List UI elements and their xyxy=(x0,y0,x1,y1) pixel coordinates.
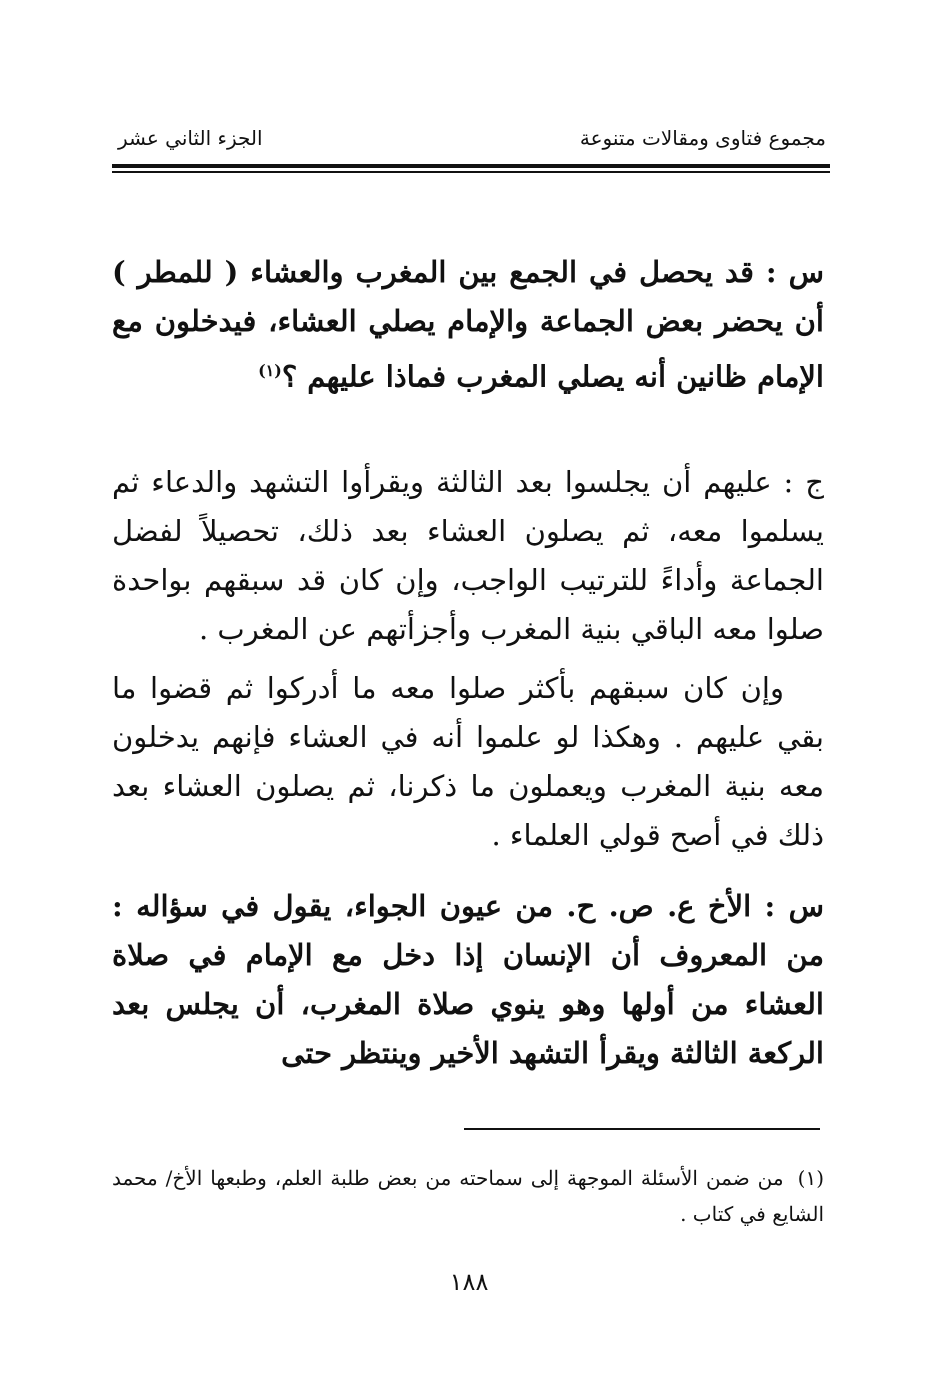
question-1-text: س : قد يحصل في الجمع بين المغرب والعشاء ( للمطر ) أن يحضر بعض الجماعة والإمام يصلي العشاء، فيدخلون مع الإمام ظانين أنه يصلي المغرب فماذا عليهم ؟ xyxy=(112,255,824,394)
book-title: مجموع فتاوى ومقالات متنوعة xyxy=(579,126,826,150)
answer-1-text: ج : عليهم أن يجلسوا بعد الثالثة ويقرأوا التشهد والدعاء ثم يسلموا معه، ثم يصلون العشاء بعد ذلك، تحصيلاً لفضل الجماعة وأداءً للترتيب الواجب، وإن كان قد سبقهم بواحدة صلوا معه الباقي بنية المغرب وأجزأتهم عن المغرب . xyxy=(112,465,824,646)
volume-label: الجزء الثاني عشر xyxy=(118,126,263,150)
header-rule-thick xyxy=(112,164,830,168)
footnote-separator xyxy=(464,1128,820,1130)
paragraph-2 xyxy=(112,664,824,860)
question-2 xyxy=(112,882,824,1078)
header-rule-thin xyxy=(112,171,830,173)
footnote-text: من ضمن الأسئلة الموجهة إلى سماحته من بعض طلبة العلم، وطبعها الأخ/ محمد الشايع في كتاب . xyxy=(112,1166,824,1226)
page-number: ١٨٨ xyxy=(449,1268,489,1296)
footnote xyxy=(112,1160,824,1232)
question-1 xyxy=(112,248,824,402)
answer-1 xyxy=(112,458,824,654)
footnote-ref: (١) xyxy=(258,361,282,380)
footnote-number: (١) xyxy=(797,1166,824,1190)
paragraph-2-text: وإن كان سبقهم بأكثر صلوا معه ما أدركوا ثم قضوا ما بقي عليهم . وهكذا لو علموا أنه في العشاء فإنهم يدخلون معه بنية المغرب ويعملون ما ذكرنا، ثم يصلون العشاء بعد ذلك في أصح قولي العلماء . xyxy=(112,671,824,852)
running-header xyxy=(118,126,826,156)
question-2-text: س : الأخ ع. ص. ح. من عيون الجواء، يقول في سؤاله : من المعروف أن الإنسان إذا دخل مع الإمام في صلاة العشاء من أولها وهو ينوي صلاة المغرب، أن يجلس بعد الركعة الثالثة ويقرأ التشهد الأخير وينتظر حتى xyxy=(112,889,824,1070)
